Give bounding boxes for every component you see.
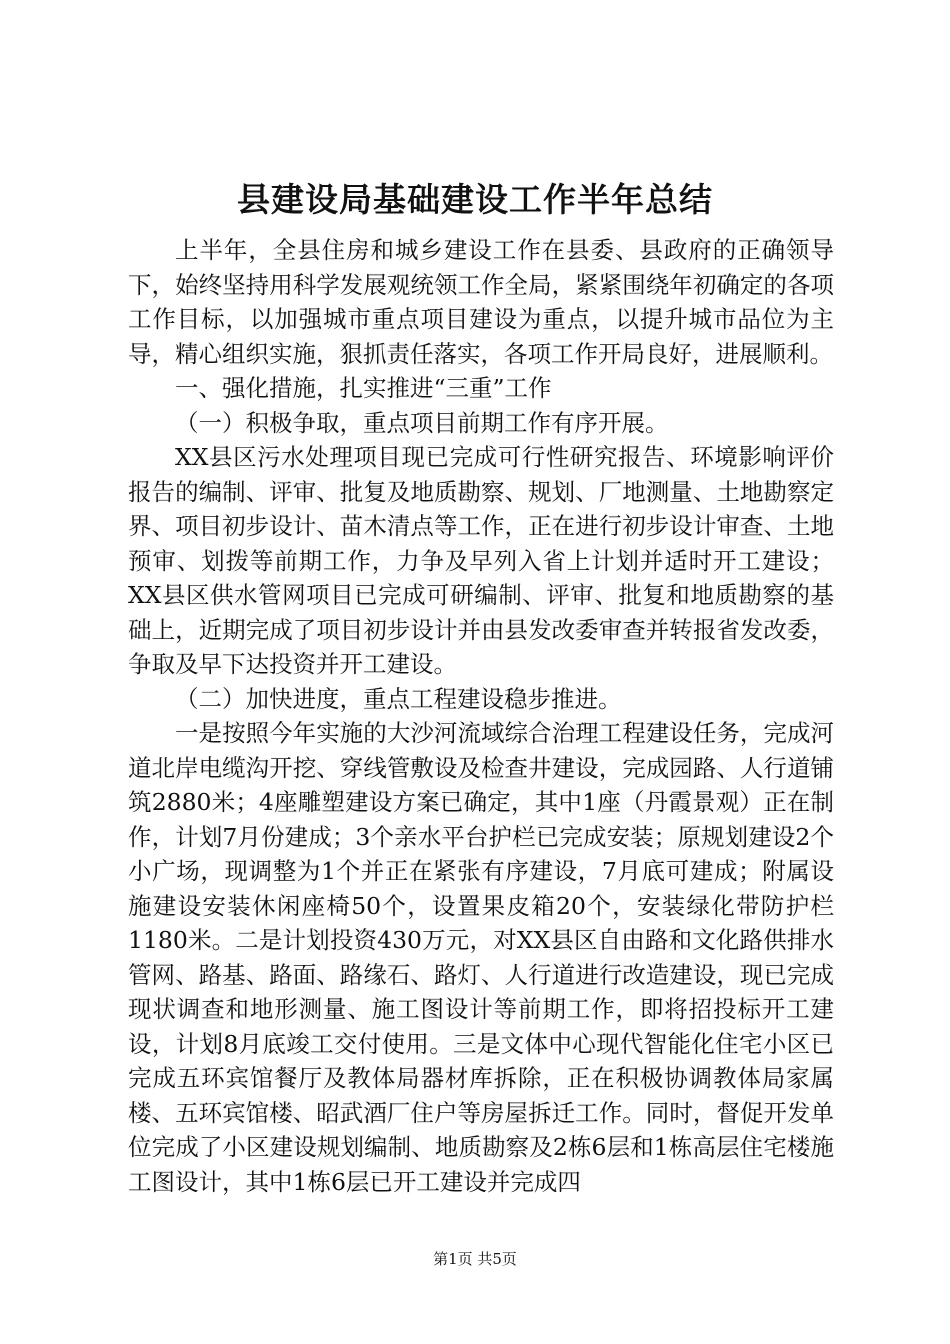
document-body bbox=[128, 233, 834, 1199]
page-footer: 第1页 共5页 bbox=[433, 1250, 517, 1268]
paragraph-intro: 上半年，全县住房和城乡建设工作在县委、县政府的正确领导下，始终坚持用科学发展观统领工作全局，紧紧围绕年初确定的各项工作目标，以加强城市重点项目建设为重点，以提升城市品位为主导，精心组织实施，狠抓责任落实，各项工作开局良好，进展顺利。 bbox=[128, 236, 834, 368]
subsection-heading-2: （二）加快进度，重点工程建设稳步推进。 bbox=[175, 684, 622, 713]
document-title: 县建设局基础建设工作半年总结 bbox=[237, 180, 713, 219]
subsection-heading-1: （一）积极争取，重点项目前期工作有序开展。 bbox=[175, 408, 669, 437]
paragraph-preliminary-work: XX县区污水处理项目现已完成可行性研究报告、环境影响评价报告的编制、评审、批复及地质勘察、规划、厂地测量、土地勘察定界、项目初步设计、苗木清点等工作，正在进行初步设计审查、土地预审、划拨等前期工作，力争及早列入省上计划并适时开工建设；XX县区供水管网项目已完成可研编制、评审、批复和地质勘察的基础上，近期完成了项目初步设计并由县发改委审查并转报省发改委，争取及早下达投资并开工建设。 bbox=[128, 443, 834, 678]
paragraph-key-projects: 一是按照今年实施的大沙河流域综合治理工程建设任务，完成河道北岸电缆沟开挖、穿线管敷设及检查井建设，完成园路、人行道铺筑2880米；4座雕塑建设方案已确定，其中1座（丹霞景观）正在制作，计划7月份建成；3个亲水平台护栏已完成安装；原规划建设2个小广场，现调整为1个并正在紧张有序建设，7月底可建成；附属设施建设安装休闲座椅50个，设置果皮箱20个，安装绿化带防护栏1180米。二是计划投资430万元，对XX县区自由路和文化路供排水管网、路基、路面、路缘石、路灯、人行道进行改造建设，现已完成现状调查和地形测量、施工图设计等前期工作，即将招投标开工建设，计划8月底竣工交付使用。三是文体中心现代智能化住宅小区已完成五环宾馆餐厅及教体局器材库拆除，正在积极协调教体局家属楼、五环宾馆楼、昭武酒厂住户等房屋拆迁工作。同时，督促开发单位完成了小区建设规划编制、地质勘察及2栋6层和1栋高层住宅楼施工图设计，其中1栋6层已开工建设并完成四 bbox=[128, 719, 834, 1196]
section-heading-1: 一、强化措施，扎实推进“三重”工作 bbox=[175, 374, 552, 402]
